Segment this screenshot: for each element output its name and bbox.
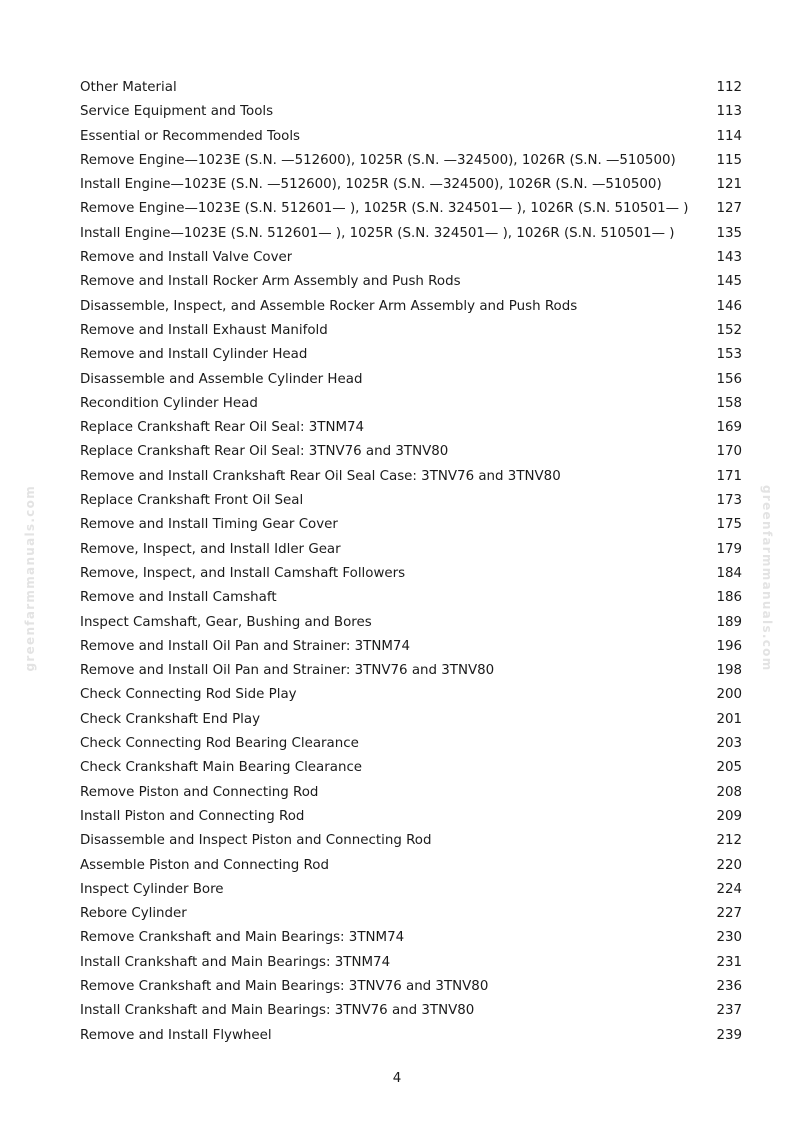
toc-entry-title: Remove Engine—1023E (S.N. —512600), 1025R (S.N. —324500), 1026R (S.N. —510500) (80, 152, 676, 168)
toc-entry-title: Assemble Piston and Connecting Rod (80, 857, 329, 873)
toc-entry[interactable] (80, 538, 742, 562)
toc-entry-title: Replace Crankshaft Rear Oil Seal: 3TNV76 and 3TNV80 (80, 444, 449, 460)
toc-entry[interactable] (80, 197, 742, 221)
toc-entry[interactable] (80, 635, 742, 659)
toc-entry[interactable] (80, 586, 742, 610)
toc-entry-page: 196 (716, 638, 742, 654)
toc-entry-title: Remove and Install Crankshaft Rear Oil Seal Case: 3TNV76 and 3TNV80 (80, 468, 561, 484)
toc-entry-title: Rebore Cylinder (80, 906, 187, 922)
toc-entry-title: Install Crankshaft and Main Bearings: 3TNM74 (80, 954, 391, 970)
toc-entry[interactable] (80, 440, 742, 464)
toc-entry-title: Disassemble and Inspect Piston and Connecting Rod (80, 833, 432, 849)
toc-entry-page: 175 (716, 517, 742, 533)
toc-entry-page: 156 (716, 371, 742, 387)
toc-entry[interactable] (80, 562, 742, 586)
toc-entry-title: Inspect Cylinder Bore (80, 881, 224, 897)
toc-entry-title: Remove Crankshaft and Main Bearings: 3TNV76 and 3TNV80 (80, 978, 489, 994)
toc-entry-title: Remove and Install Timing Gear Cover (80, 517, 338, 533)
toc-entry[interactable] (80, 659, 742, 683)
toc-entry-page: 127 (716, 201, 742, 217)
toc-entry-title: Remove Engine—1023E (S.N. 512601— ), 1025R (S.N. 324501— ), 1026R (S.N. 510501— ) (80, 201, 689, 217)
toc-entry-title: Check Crankshaft End Play (80, 711, 261, 727)
toc-entry[interactable] (80, 1024, 742, 1048)
toc-entry-page: 212 (716, 833, 742, 849)
toc-entry-page: 208 (716, 784, 742, 800)
toc-entry-title: Install Crankshaft and Main Bearings: 3TNV76 and 3TNV80 (80, 1003, 475, 1019)
toc-entry-page: 143 (716, 250, 742, 266)
toc-entry[interactable] (80, 416, 742, 440)
toc-entry-page: 230 (716, 930, 742, 946)
toc-entry-title: Replace Crankshaft Rear Oil Seal: 3TNM74 (80, 420, 365, 436)
toc-entry-title: Other Material (80, 80, 177, 95)
toc-entry[interactable] (80, 465, 742, 489)
toc-entry[interactable] (80, 343, 742, 367)
toc-entry-page: 135 (716, 225, 742, 241)
toc-entry-title: Remove and Install Oil Pan and Strainer: 3TNV76 and 3TNV80 (80, 663, 495, 679)
toc-entry-title: Remove Piston and Connecting Rod (80, 784, 319, 800)
toc-entry-title: Remove and Install Flywheel (80, 1027, 272, 1043)
toc-entry-page: 146 (716, 298, 742, 314)
toc-entry-page: 203 (716, 736, 742, 752)
toc-entry[interactable] (80, 222, 742, 246)
toc-entry[interactable] (80, 76, 742, 100)
toc-entry[interactable] (80, 100, 742, 124)
toc-entry-page: 114 (716, 128, 742, 144)
toc-entry-page: 198 (716, 663, 742, 679)
toc-entry[interactable] (80, 902, 742, 926)
toc-entry[interactable] (80, 975, 742, 999)
toc-entry-page: 201 (716, 711, 742, 727)
toc-entry-title: Install Engine—1023E (S.N. —512600), 1025R (S.N. —324500), 1026R (S.N. —510500) (80, 177, 662, 193)
watermark-right: greenfarmmanuals.com (760, 485, 774, 672)
toc-entry[interactable] (80, 611, 742, 635)
toc-entry-title: Remove and Install Oil Pan and Strainer: 3TNM74 (80, 638, 410, 654)
toc-entry[interactable] (80, 781, 742, 805)
toc-entry-title: Disassemble and Assemble Cylinder Head (80, 371, 363, 387)
toc-entry[interactable] (80, 854, 742, 878)
toc-entry[interactable] (80, 489, 742, 513)
toc-entry-page: 153 (716, 347, 742, 363)
toc-entry-title: Remove and Install Exhaust Manifold (80, 322, 328, 338)
toc-entry-title: Inspect Camshaft, Gear, Bushing and Bores (80, 614, 372, 630)
toc-entry-page: 145 (716, 274, 742, 290)
toc-entry-page: 239 (716, 1027, 742, 1043)
toc-entry[interactable] (80, 319, 742, 343)
toc-entry-page: 121 (716, 177, 742, 193)
toc-entry[interactable] (80, 708, 742, 732)
toc-entry-title: Remove Crankshaft and Main Bearings: 3TNM74 (80, 930, 405, 946)
toc-entry-title: Remove and Install Valve Cover (80, 250, 293, 266)
toc-entry-page: 200 (716, 687, 742, 703)
toc-entry-page: 186 (716, 590, 742, 606)
toc-entry-title: Install Piston and Connecting Rod (80, 808, 305, 824)
toc-entry-title: Essential or Recommended Tools (80, 128, 301, 144)
toc-entry[interactable] (80, 805, 742, 829)
toc-entry-page: 171 (716, 468, 742, 484)
toc-entry-title: Remove, Inspect, and Install Camshaft Followers (80, 565, 406, 581)
toc-entry-page: 169 (716, 420, 742, 436)
toc-entry-title: Check Connecting Rod Bearing Clearance (80, 736, 359, 752)
toc-entry-title: Check Crankshaft Main Bearing Clearance (80, 760, 363, 776)
toc-entry[interactable] (80, 756, 742, 780)
toc-entry[interactable] (80, 392, 742, 416)
watermark-left: greenfarmmanuals.com (23, 485, 37, 672)
toc-entry-page: 237 (716, 1003, 742, 1019)
toc-entry-page: 189 (716, 614, 742, 630)
toc-entry-title: Install Engine—1023E (S.N. 512601— ), 1025R (S.N. 324501— ), 1026R (S.N. 510501— ) (80, 225, 675, 241)
toc-entry-title: Disassemble, Inspect, and Assemble Rocker Arm Assembly and Push Rods (80, 298, 578, 314)
toc-entry[interactable] (80, 683, 742, 707)
toc-entry-title: Check Connecting Rod Side Play (80, 687, 297, 703)
toc-entry[interactable] (80, 878, 742, 902)
toc-entry-page: 205 (716, 760, 742, 776)
toc-entry-page: 115 (716, 152, 742, 168)
toc-entry-page: 173 (716, 493, 742, 509)
toc-entry-page: 209 (716, 808, 742, 824)
toc-entry-page: 227 (716, 906, 742, 922)
toc-entry-page: 179 (716, 541, 742, 557)
toc-entry-title: Remove and Install Rocker Arm Assembly and Push Rods (80, 274, 461, 290)
toc-entry-page: 112 (716, 80, 742, 95)
toc-entry-page: 152 (716, 322, 742, 338)
toc-entry-page: 224 (716, 881, 742, 897)
toc-entry-title: Remove and Install Cylinder Head (80, 347, 308, 363)
toc-entry[interactable] (80, 951, 742, 975)
toc-entry-title: Recondition Cylinder Head (80, 395, 258, 411)
toc-entry[interactable] (80, 125, 742, 149)
page-number: 4 (392, 1071, 402, 1086)
toc-entry[interactable] (80, 149, 742, 173)
toc-entry-title: Remove, Inspect, and Install Idler Gear (80, 541, 341, 557)
toc-entry-title: Service Equipment and Tools (80, 104, 274, 120)
toc-entry-page: 158 (716, 395, 742, 411)
toc-entry[interactable] (80, 999, 742, 1023)
toc-entry[interactable] (80, 732, 742, 756)
toc-entry-page: 113 (716, 104, 742, 120)
toc-entry[interactable] (80, 173, 742, 197)
toc-entry[interactable] (80, 829, 742, 853)
toc-entry-title: Replace Crankshaft Front Oil Seal (80, 493, 304, 509)
toc-entry[interactable] (80, 295, 742, 319)
toc-entry-page: 184 (716, 565, 742, 581)
table-of-contents (80, 76, 742, 1048)
toc-entry-page: 236 (716, 978, 742, 994)
toc-entry[interactable] (80, 368, 742, 392)
toc-entry[interactable] (80, 926, 742, 950)
toc-entry[interactable] (80, 513, 742, 537)
toc-entry-page: 231 (716, 954, 742, 970)
toc-entry-page: 170 (716, 444, 742, 460)
toc-entry-title: Remove and Install Camshaft (80, 590, 277, 606)
toc-entry[interactable] (80, 270, 742, 294)
toc-entry[interactable] (80, 246, 742, 270)
toc-entry-page: 220 (716, 857, 742, 873)
